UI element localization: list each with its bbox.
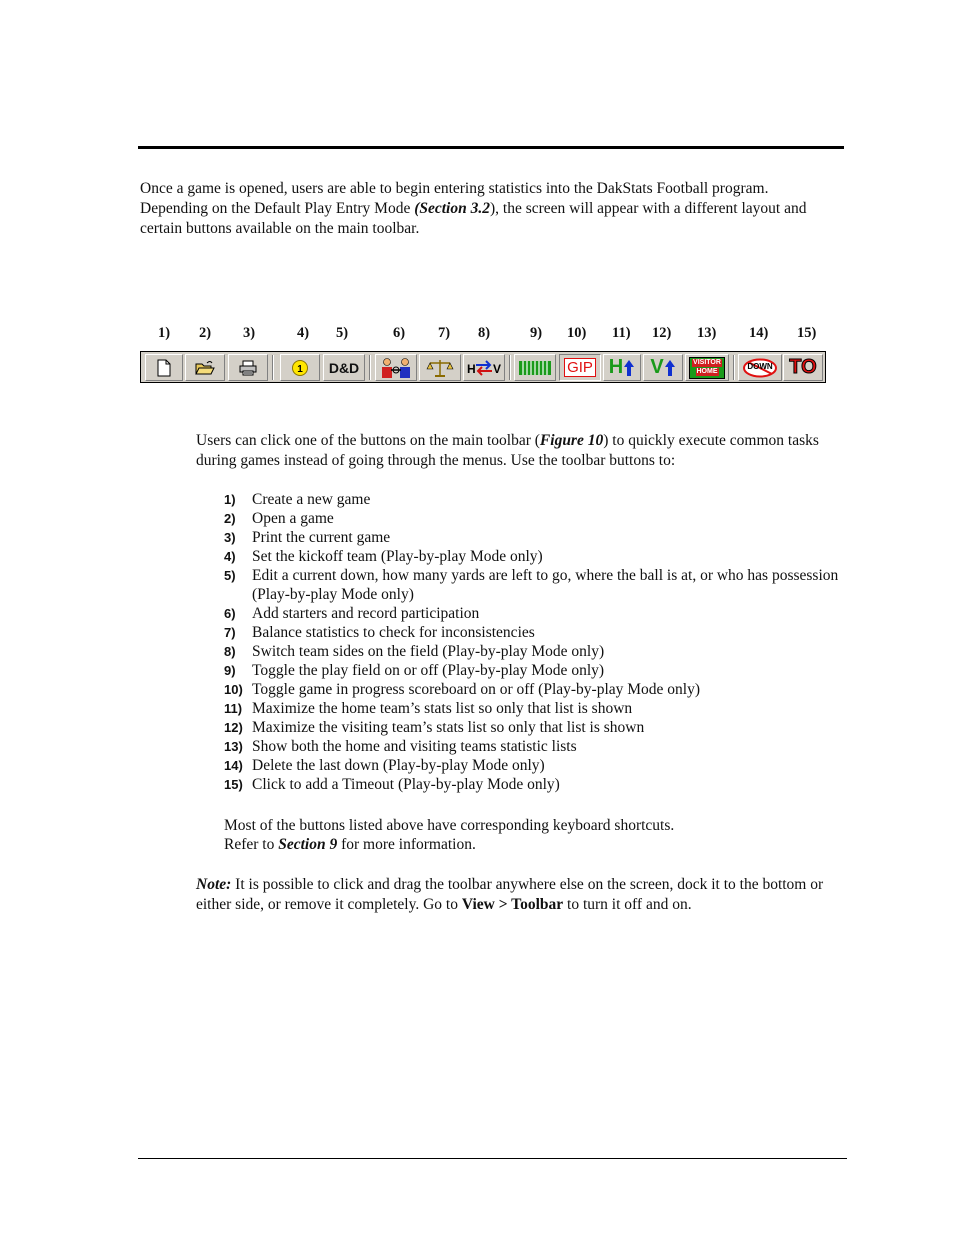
play-field-toggle-button[interactable] <box>514 354 556 381</box>
print-button[interactable] <box>228 354 268 381</box>
item-number: 8) <box>224 644 236 659</box>
down-and-distance-button[interactable] <box>323 354 365 381</box>
new-game-button[interactable] <box>145 354 183 381</box>
svg-text:V: V <box>493 361 502 376</box>
item-number: 7) <box>224 625 236 640</box>
maximize-home-button[interactable] <box>603 354 641 381</box>
list-item <box>224 547 844 566</box>
section-ref: Section 9 <box>278 836 338 853</box>
item-number: 15) <box>224 777 243 792</box>
toolbar-number: 4) <box>297 325 310 341</box>
field-icon <box>518 359 552 377</box>
maximize-visitor-button[interactable] <box>643 354 683 381</box>
item-text: Balance statistics to check for inconsistencies <box>252 624 535 641</box>
item-number: 4) <box>224 549 236 564</box>
timeout-button[interactable] <box>783 354 823 381</box>
list-item <box>224 623 844 642</box>
new-file-icon <box>156 359 172 377</box>
item-number: 12) <box>224 720 243 735</box>
svg-text:H: H <box>467 361 476 376</box>
toolbar-separator <box>369 355 371 380</box>
switch-sides-button[interactable] <box>463 354 505 381</box>
visitor-label: V <box>650 356 664 378</box>
item-number: 14) <box>224 758 243 773</box>
gip-scoreboard-toggle-button[interactable] <box>559 354 601 381</box>
list-item <box>224 566 844 604</box>
note-text-1: It is possible to click and drag the toolbar anywhere else on the screen, dock it to the bottom or either side, or remove it completely. Go to <box>196 876 824 913</box>
printer-icon <box>238 360 258 376</box>
balance-stats-button[interactable] <box>419 354 461 381</box>
open-folder-icon <box>195 360 215 376</box>
up-arrow-icon <box>623 359 635 377</box>
intro-text-2: ), the screen will appear with a different layout and certain buttons available on the main toolbar. <box>140 200 807 237</box>
up-arrow-icon <box>664 359 676 377</box>
toolbar-number: 1) <box>158 325 171 341</box>
item-text: Click to add a Timeout (Play-by-play Mode only) <box>252 776 560 793</box>
toolbar-number: 10) <box>567 325 587 341</box>
dd-label: D&D <box>328 359 360 376</box>
item-text: Add starters and record participation <box>252 605 480 622</box>
item-text: Show both the home and visiting teams statistic lists <box>252 738 577 755</box>
toolbar-number: 8) <box>478 325 491 341</box>
toolbar-number: 11) <box>612 325 631 341</box>
toolbar-number: 2) <box>199 325 212 341</box>
item-text: Open a game <box>252 510 334 527</box>
intro-text-1: Once a game is opened, users are able to begin entering statistics into the DakStats Football program. Depending on the Default Play Entry Mode <box>140 180 769 217</box>
no-down-icon <box>742 358 778 378</box>
kickoff-coin-icon <box>291 359 309 377</box>
item-number: 5) <box>224 568 236 583</box>
delete-last-down-button[interactable] <box>738 354 782 381</box>
starters-button[interactable] <box>375 354 417 381</box>
note-label: Note: <box>196 876 232 893</box>
list-item <box>224 528 844 547</box>
item-text: Maximize the visiting team’s stats list so only that list is shown <box>252 719 645 736</box>
list-item <box>224 509 844 528</box>
toolbar-description <box>196 431 841 471</box>
figure-ref: Figure 10 <box>539 432 604 449</box>
list-item <box>224 642 844 661</box>
intro-paragraph <box>140 179 840 239</box>
shortcuts-more: for more information. <box>337 836 476 853</box>
shortcuts-refer: Refer to <box>224 836 279 853</box>
kickoff-label: 1 <box>297 363 303 375</box>
toolbar-number: 3) <box>243 325 256 341</box>
list-item <box>224 737 844 756</box>
visitor-top-label: VISITOR <box>693 359 721 366</box>
toolbar-number-labels <box>0 325 954 345</box>
toolbar-number: 14) <box>749 325 769 341</box>
item-number: 11) <box>224 701 243 716</box>
players-icon <box>379 357 413 379</box>
toolbar-number: 13) <box>697 325 717 341</box>
item-text: Create a new game <box>252 491 371 508</box>
toolbar-number: 12) <box>652 325 672 341</box>
header-rule <box>138 146 844 149</box>
toolbar-number: 9) <box>530 325 543 341</box>
shortcuts-line-1: Most of the buttons listed above have corresponding keyboard shortcuts. <box>224 817 675 834</box>
list-item <box>224 661 844 680</box>
toolbar-separator <box>272 355 274 380</box>
footer-rule <box>138 1158 847 1159</box>
list-item <box>224 775 844 794</box>
open-game-button[interactable] <box>185 354 225 381</box>
shortcuts-paragraph <box>224 816 674 854</box>
list-item <box>224 680 844 699</box>
item-text: Delete the last down (Play-by-play Mode only) <box>252 757 545 774</box>
item-text: Set the kickoff team (Play-by-play Mode only) <box>252 548 543 565</box>
item-text: Print the current game <box>252 529 391 546</box>
switch-sides-icon <box>466 359 502 377</box>
list-item <box>224 756 844 775</box>
down-label: DOWN <box>747 361 773 371</box>
show-both-lists-button[interactable] <box>685 354 729 381</box>
toolbar-separator <box>509 355 511 380</box>
item-number: 1) <box>224 492 236 507</box>
p2-text-2: ) to quickly execute common tasks during games instead of going through the menus. Use the toolbar buttons to: <box>196 432 819 469</box>
list-item <box>224 604 844 623</box>
note-text-2: to turn it off and on. <box>563 896 692 913</box>
toolbar-button-list <box>224 490 844 794</box>
toolbar-number: 7) <box>438 325 451 341</box>
toolbar-number: 15) <box>797 325 817 341</box>
toolbar-separator <box>733 355 735 380</box>
menu-path: View > Toolbar <box>461 896 564 913</box>
main-toolbar <box>140 351 826 383</box>
toolbar-number: 6) <box>393 325 406 341</box>
item-text: Edit a current down, how many yards are left to go, where the ball is at, or who has possession (Play-by-play Mode only) <box>252 567 839 603</box>
list-item <box>224 490 844 509</box>
gip-label: GIP <box>564 358 596 377</box>
list-item <box>224 699 844 718</box>
intro-section-ref: (Section 3.2 <box>414 200 490 217</box>
visitor-home-icon <box>689 357 725 379</box>
p2-text-1: Users can click one of the buttons on the main toolbar ( <box>196 432 540 449</box>
home-label: H <box>608 356 624 378</box>
kickoff-team-button[interactable] <box>280 354 320 381</box>
list-item <box>224 718 844 737</box>
item-number: 9) <box>224 663 236 678</box>
item-text: Maximize the home team’s stats list so only that list is shown <box>252 700 633 717</box>
balance-scale-icon <box>426 358 454 378</box>
item-number: 2) <box>224 511 236 526</box>
note-paragraph <box>196 875 841 915</box>
item-number: 3) <box>224 530 236 545</box>
item-text: Toggle game in progress scoreboard on or off (Play-by-play Mode only) <box>252 681 701 698</box>
item-number: 10) <box>224 682 243 697</box>
home-bottom-label: HOME <box>696 368 718 375</box>
item-text: Toggle the play field on or off (Play-by-play Mode only) <box>252 662 605 679</box>
item-number: 6) <box>224 606 236 621</box>
timeout-label: TO <box>789 356 817 378</box>
item-number: 13) <box>224 739 243 754</box>
item-text: Switch team sides on the field (Play-by-play Mode only) <box>252 643 605 660</box>
toolbar-number: 5) <box>336 325 349 341</box>
